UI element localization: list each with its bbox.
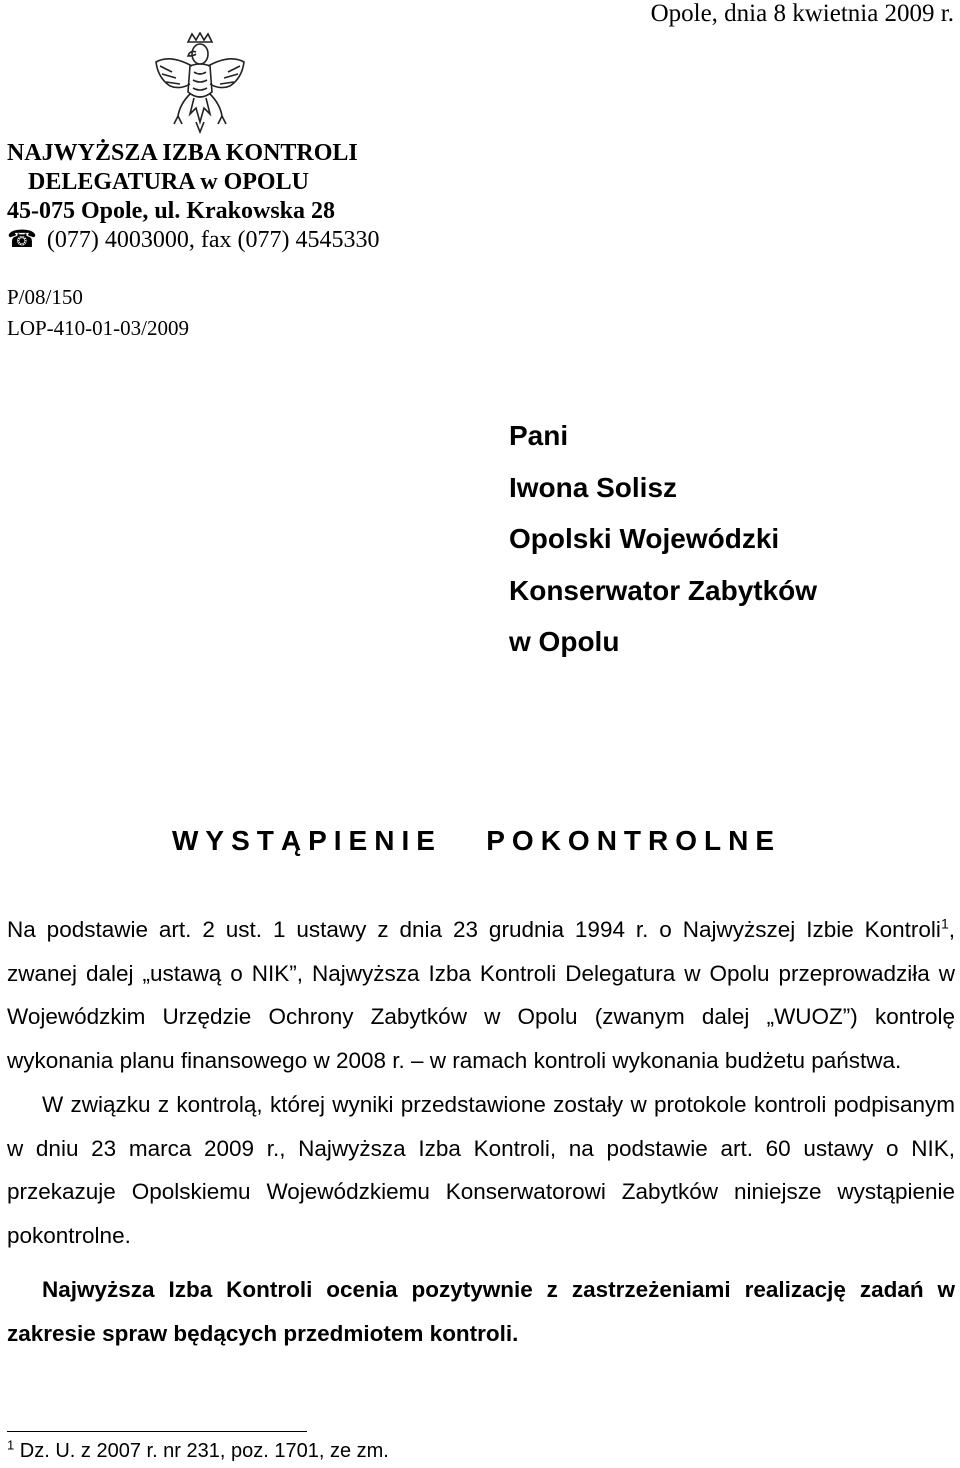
recipient-title-line1: Opolski Wojewódzki bbox=[509, 523, 780, 554]
eagle-emblem-icon bbox=[150, 32, 250, 136]
recipient-name: Iwona Solisz bbox=[509, 472, 678, 503]
institution-name: NAJWYŻSZA IZBA KONTROLI bbox=[7, 140, 358, 166]
paragraph-assessment: Najwyższa Izba Kontroli ocenia pozytywnie z zastrzeżeniami realizację zadań w zakresie spraw będących przedmiotem kontroli. bbox=[7, 1277, 955, 1346]
footnote-number: 1 bbox=[7, 1437, 15, 1453]
paragraph-legal-basis-part1: Na podstawie art. 2 ust. 1 ustawy z dnia 23 grudnia 1994 r. o Najwyższej Izbie Kontroli bbox=[7, 917, 941, 942]
footnote bbox=[7, 1437, 389, 1463]
paragraph-protocol: W związku z kontrolą, której wyniki przedstawione zostały w protokole kontroli podpisanym w dniu 23 marca 2009 r., Najwyższa Izba Kontroli, na podstawie art. 60 ustawy o NIK, przekazuje Opolskiemu Wojewódzkiemu Konserwatorowi Zabytków niniejsze wystąpienie pokontrolne. bbox=[7, 1092, 955, 1248]
paragraph-legal-basis bbox=[7, 908, 955, 1082]
document-title: WYSTĄPIENIE POKONTROLNE bbox=[172, 825, 782, 856]
phone-icon: ☎ bbox=[7, 227, 37, 253]
footnote-text: Dz. U. z 2007 r. nr 231, poz. 1701, ze zm. bbox=[14, 1440, 389, 1462]
document-date: Opole, dnia 8 kwietnia 2009 r. bbox=[650, 0, 954, 27]
recipient-salutation: Pani bbox=[509, 420, 569, 451]
case-reference: P/08/150 bbox=[7, 285, 83, 309]
institution-address: 45-075 Opole, ul. Krakowska 28 bbox=[7, 198, 336, 224]
footnote-divider bbox=[7, 1431, 307, 1432]
delegation-name: DELEGATURA w OPOLU bbox=[28, 169, 309, 195]
institution-contact bbox=[7, 226, 380, 255]
recipient-location: w Opolu bbox=[509, 626, 620, 657]
phone-fax-numbers: (077) 4003000, fax (077) 4545330 bbox=[46, 227, 380, 253]
paragraph-legal-basis-part2: , zwanej dalej „ustawą o NIK”, Najwyższa Izba Kontroli Delegatura w Opolu przeprowadziła w Wojewódzkim Urzędzie Ochrony Zabytków w Opolu (zwanym dalej „WUOZ”) kontrolę wykonania planu finansowego w 2008 r. – w ramach kontroli wykonania budżetu państwa. bbox=[7, 917, 955, 1073]
footnote-reference: 1 bbox=[940, 915, 949, 932]
document-reference: LOP-410-01-03/2009 bbox=[7, 316, 189, 340]
recipient-title-line2: Konserwator Zabytków bbox=[509, 575, 818, 606]
